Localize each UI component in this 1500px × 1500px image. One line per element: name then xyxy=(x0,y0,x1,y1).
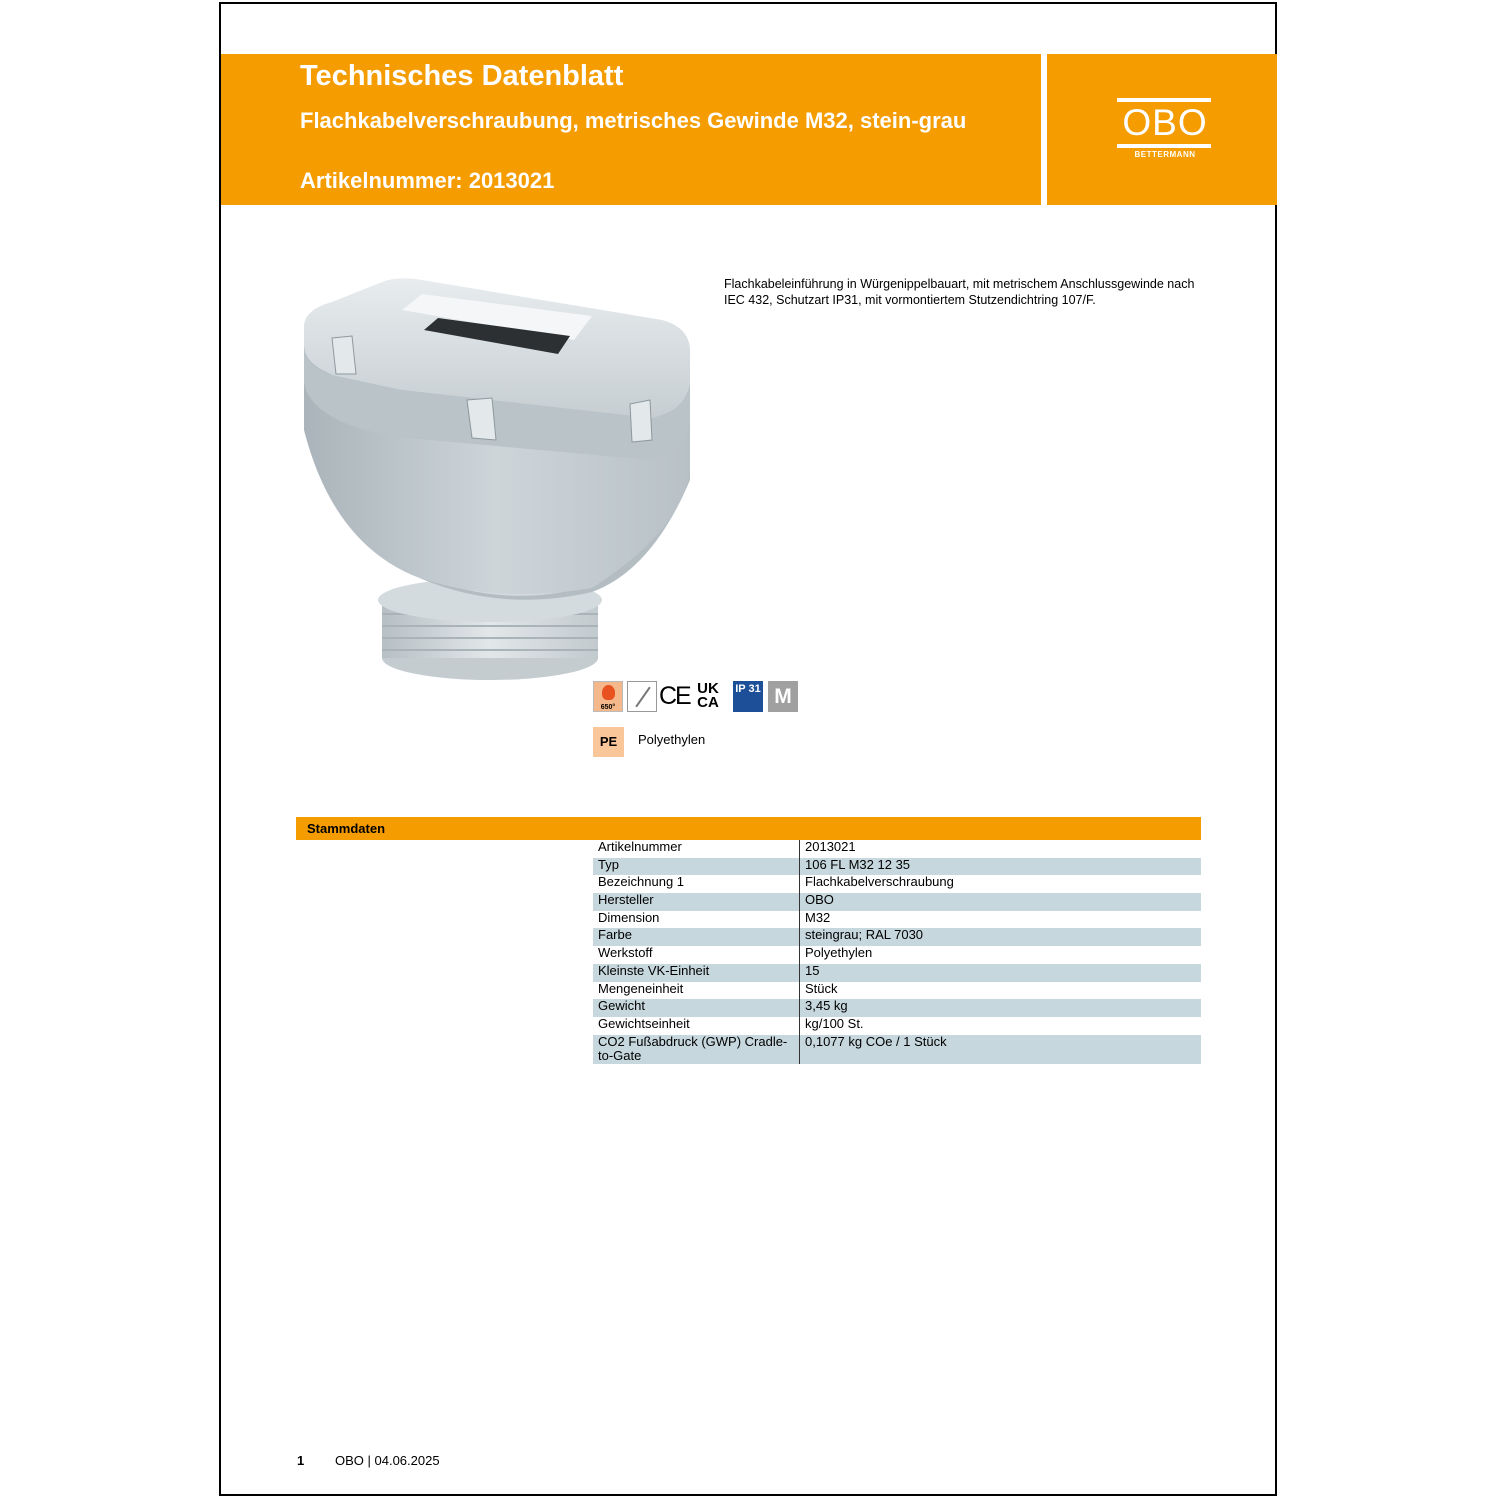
table-row xyxy=(593,999,1201,1017)
row-value: M32 xyxy=(805,909,831,925)
logo-text: OBO xyxy=(1122,102,1208,143)
material-badge: PE xyxy=(593,727,624,757)
row-key: Artikelnummer xyxy=(593,840,800,858)
row-value: 0,1077 kg COe / 1 Stück xyxy=(800,1035,1202,1064)
logo-block xyxy=(1047,54,1277,205)
row-key: Bezeichnung 1 xyxy=(593,875,800,893)
header-banner xyxy=(219,54,1279,205)
row-value: Stück xyxy=(805,980,838,996)
obo-logo xyxy=(1115,98,1215,160)
product-subtitle: Flachkabelverschraubung, metrisches Gewinde M32, stein-grau xyxy=(300,108,967,133)
row-key: Typ xyxy=(593,858,800,876)
footer-text: OBO | 04.06.2025 xyxy=(335,1453,440,1468)
row-key: Werkstoff xyxy=(593,946,800,964)
table-row xyxy=(593,982,1201,1000)
table-row xyxy=(593,1035,1201,1064)
ip31-icon: IP 31 xyxy=(733,681,763,712)
ukca-mark-icon: UK CA xyxy=(697,680,719,711)
table-row xyxy=(593,840,1201,858)
row-key: CO2 Fußabdruck (GWP) Cradle-to-Gate xyxy=(593,1035,800,1064)
section-header-stammdaten xyxy=(296,817,1201,840)
table-row xyxy=(593,964,1201,982)
table-row xyxy=(593,893,1201,911)
fire-temp-label: 650° xyxy=(600,704,616,711)
product-description: Flachkabeleinführung in Würgenippelbauart, mit metrischem Anschlussgewinde nach IEC 432, Schutzart IP31, mit vormontiertem Stutzendichtring 107/F. xyxy=(724,277,1195,307)
header-title-block xyxy=(221,54,1041,205)
row-value: 2013021 xyxy=(805,839,856,854)
page-footer xyxy=(297,1453,440,1468)
row-value: 15 xyxy=(800,964,1202,982)
halogen-free-icon xyxy=(627,681,657,712)
page-title: Technisches Datenblatt xyxy=(300,60,624,92)
row-key: Hersteller xyxy=(593,893,800,911)
flame-icon xyxy=(602,685,615,700)
row-key: Dimension xyxy=(593,911,800,929)
material-label: Polyethylen xyxy=(638,732,706,747)
logo-bottom-bar xyxy=(1117,144,1211,148)
table-row xyxy=(593,928,1201,946)
table-row xyxy=(593,911,1201,929)
m-icon: M xyxy=(768,681,798,712)
row-key: Gewicht xyxy=(593,999,800,1017)
row-value: kg/100 St. xyxy=(805,1015,864,1031)
stammdaten-table xyxy=(593,840,1201,1064)
table-row xyxy=(593,946,1201,964)
glow-wire-650-icon xyxy=(593,681,623,712)
row-key: Kleinste VK-Einheit xyxy=(593,964,800,982)
section-title: Stammdaten xyxy=(307,821,386,836)
table-row xyxy=(593,858,1201,876)
row-value: Flachkabelverschraubung xyxy=(805,874,954,890)
page-frame xyxy=(219,2,1277,1496)
table-row xyxy=(593,875,1201,893)
row-key: Gewichtseinheit xyxy=(593,1017,800,1035)
product-image xyxy=(292,270,702,690)
logo-subtext: BETTERMANN xyxy=(1134,150,1196,159)
table-row xyxy=(593,1017,1201,1035)
ce-mark-icon: CE xyxy=(659,682,690,710)
row-value: 106 FL M32 12 35 xyxy=(800,858,1202,876)
row-value: 3,45 kg xyxy=(800,999,1202,1017)
row-value: OBO xyxy=(800,893,1202,911)
page-number: 1 xyxy=(297,1453,305,1468)
row-value: steingrau; RAL 7030 xyxy=(800,928,1202,946)
row-key: Farbe xyxy=(593,928,800,946)
row-value: Polyethylen xyxy=(805,945,873,961)
row-key: Mengeneinheit xyxy=(593,982,800,1000)
article-number: Artikelnummer: 2013021 xyxy=(300,168,555,193)
